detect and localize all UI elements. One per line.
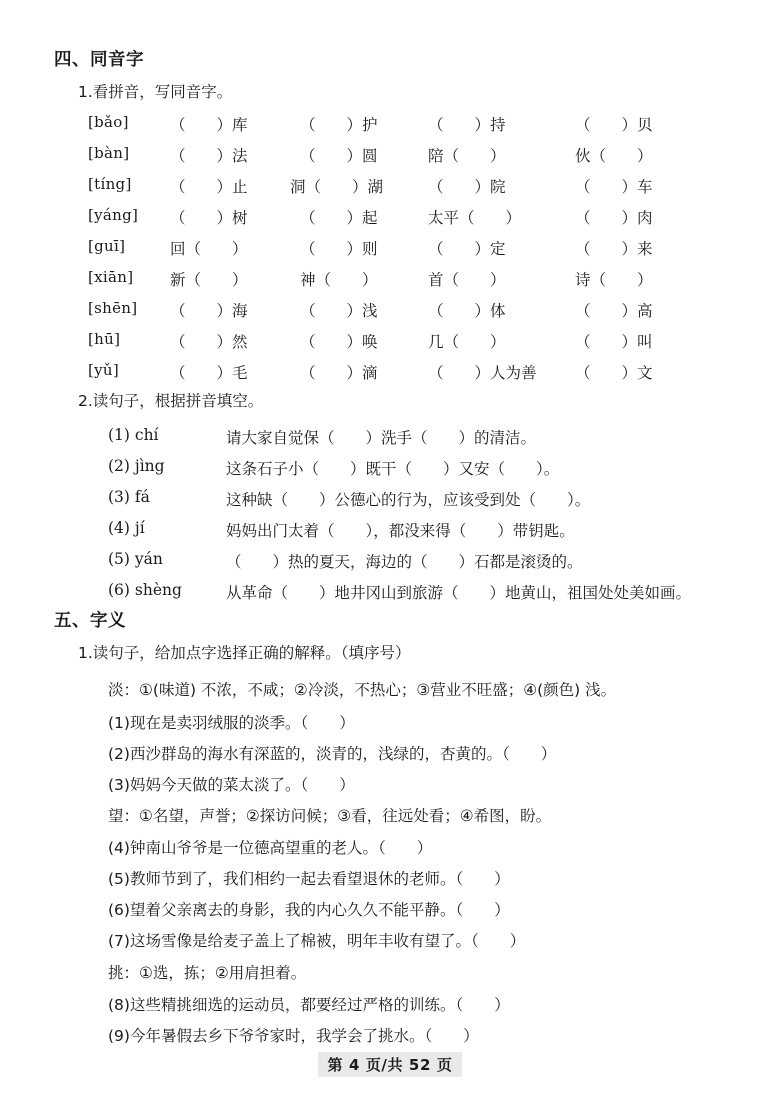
blank-cell[interactable]: （ ）海 — [170, 302, 248, 320]
pinyin-label: [tíng] — [88, 175, 132, 193]
blank-cell[interactable]: （ ）唤 — [300, 333, 378, 351]
item-number: (1) chí — [108, 426, 159, 444]
sentence-text[interactable]: 请大家自觉保（ ）洗手（ ）的清洁。 — [226, 429, 537, 447]
sentence-text[interactable]: 这种缺（ ）公德心的行为，应该受到处（ ）。 — [226, 491, 591, 509]
pinyin-label: [yǔ] — [88, 361, 120, 379]
section-heading-word-meanings: 五、字义 — [54, 611, 126, 631]
blank-cell[interactable]: （ ）树 — [170, 209, 248, 227]
blank-cell[interactable]: 首（ ） — [428, 271, 506, 289]
meaning-sentence[interactable]: (4)钟南山爷爷是一位德高望重的老人。（ ） — [108, 839, 433, 857]
blank-cell[interactable]: （ ）起 — [300, 209, 378, 227]
item-number: (6) shèng — [108, 581, 182, 599]
meaning-sentence[interactable]: (9)今年暑假去乡下爷爷家时，我学会了挑水。（ ） — [108, 1027, 479, 1045]
pinyin-label: [xiān] — [88, 268, 134, 286]
blank-cell[interactable]: （ ）叫 — [575, 333, 653, 351]
blank-cell[interactable]: （ ）则 — [300, 240, 378, 258]
item-number: (3) fá — [108, 488, 150, 506]
meaning-sentence[interactable]: (7)这场雪像是给麦子盖上了棉被，明年丰收有望了。（ ） — [108, 932, 526, 950]
meaning-sentence[interactable]: (6)望着父亲离去的身影，我的内心久久不能平静。（ ） — [108, 901, 510, 919]
meaning-sentence[interactable]: (5)教师节到了，我们相约一起去看望退休的老师。（ ） — [108, 870, 510, 888]
character-definition-wang: 望：①名望，声誉；②探访问候；③看，往远处看；④希图，盼。 — [108, 807, 552, 825]
section-heading-homophones: 四、同音字 — [54, 50, 144, 70]
meaning-sentence[interactable]: (2)西沙群岛的海水有深蓝的，淡青的，浅绿的，杏黄的。（ ） — [108, 745, 557, 763]
blank-cell[interactable]: 诗（ ） — [575, 271, 653, 289]
blank-cell[interactable]: （ ）止 — [170, 178, 248, 196]
blank-cell[interactable]: （ ）高 — [575, 302, 653, 320]
page-footer — [0, 1052, 780, 1077]
blank-cell[interactable]: （ ）滴 — [300, 364, 378, 382]
blank-cell[interactable]: （ ）院 — [428, 178, 506, 196]
pinyin-label: [shēn] — [88, 299, 138, 317]
blank-cell[interactable]: （ ）来 — [575, 240, 653, 258]
pinyin-label: [yáng] — [88, 206, 139, 224]
character-definition-dan: 淡：①(味道) 不浓，不咸；②冷淡，不热心；③营业不旺盛；④(颜色) 浅。 — [108, 681, 617, 699]
blank-cell[interactable]: 太平（ ） — [428, 209, 522, 227]
blank-cell[interactable]: （ ）持 — [428, 116, 506, 134]
sentence-text[interactable]: 妈妈出门太着（ ），都没来得（ ）带钥匙。 — [226, 522, 575, 540]
blank-cell[interactable]: （ ）圆 — [300, 147, 378, 165]
blank-cell[interactable]: （ ）浅 — [300, 302, 378, 320]
meaning-sentence[interactable]: (3)妈妈今天做的菜太淡了。（ ） — [108, 776, 355, 794]
blank-cell[interactable]: 伙（ ） — [575, 147, 653, 165]
blank-cell[interactable]: （ ）库 — [170, 116, 248, 134]
sentence-text[interactable]: 从革命（ ）地井冈山到旅游（ ）地黄山，祖国处处美如画。 — [226, 584, 692, 602]
item-number: (2) jìng — [108, 457, 165, 475]
sentence-text[interactable]: 这条石子小（ ）既干（ ）又安（ ）。 — [226, 460, 560, 478]
blank-cell[interactable]: （ ）车 — [575, 178, 653, 196]
blank-cell[interactable]: （ ）文 — [575, 364, 653, 382]
blank-cell[interactable]: 几（ ） — [428, 333, 506, 351]
exercise-1-label: 1.看拼音，写同音字。 — [78, 83, 233, 101]
pinyin-label: [bǎo] — [88, 113, 129, 131]
blank-cell[interactable]: 回（ ） — [170, 240, 248, 258]
blank-cell[interactable]: （ ）贝 — [575, 116, 653, 134]
sentence-text[interactable]: （ ）热的夏天，海边的（ ）石都是滚烫的。 — [226, 553, 583, 571]
pinyin-label: [hū] — [88, 330, 121, 348]
blank-cell[interactable]: （ ）然 — [170, 333, 248, 351]
pinyin-label: [bàn] — [88, 144, 130, 162]
blank-cell[interactable]: 洞（ ）湖 — [290, 178, 384, 196]
page-number: 第 4 页/共 52 页 — [318, 1052, 463, 1077]
blank-cell[interactable]: 新（ ） — [170, 271, 248, 289]
blank-cell[interactable]: （ ）护 — [300, 116, 378, 134]
blank-cell[interactable]: 陪（ ） — [428, 147, 506, 165]
pinyin-label: [guī] — [88, 237, 126, 255]
item-number: (4) jí — [108, 519, 145, 537]
blank-cell[interactable]: （ ）定 — [428, 240, 506, 258]
blank-cell[interactable]: （ ）肉 — [575, 209, 653, 227]
meaning-sentence[interactable]: (1)现在是卖羽绒服的淡季。（ ） — [108, 714, 355, 732]
meaning-exercise-label: 1.读句子，给加点字选择正确的解释。（填序号） — [78, 644, 411, 662]
blank-cell[interactable]: 神（ ） — [300, 271, 378, 289]
blank-cell[interactable]: （ ）体 — [428, 302, 506, 320]
blank-cell[interactable]: （ ）毛 — [170, 364, 248, 382]
blank-cell[interactable]: （ ）法 — [170, 147, 248, 165]
character-definition-tiao: 挑：①选，拣；②用肩担着。 — [108, 964, 307, 982]
exercise-2-label: 2.读句子，根据拼音填空。 — [78, 392, 264, 410]
meaning-sentence[interactable]: (8)这些精挑细选的运动员，都要经过严格的训练。（ ） — [108, 996, 510, 1014]
blank-cell[interactable]: （ ）人为善 — [428, 364, 537, 382]
item-number: (5) yán — [108, 550, 163, 568]
